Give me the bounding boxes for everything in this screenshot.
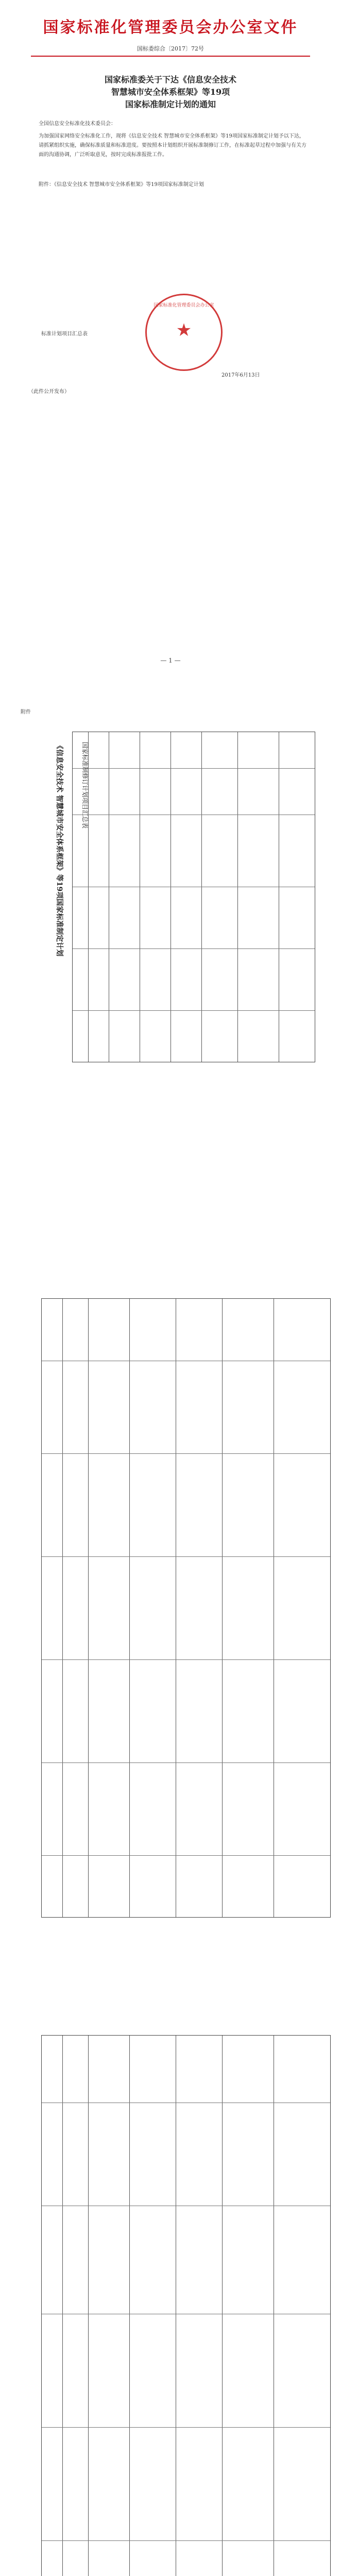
seal-ring-text: 国家标准化管理委员会办公室	[154, 303, 214, 308]
addressee: 全国信息安全标准化技术委员会：	[39, 121, 116, 127]
body-paragraph-1: 为加强国家网络安全标准化工作，现将《信息安全技术 智慧城市安全体系框架》等19项国家标准制定计划予以下达，请抓紧组织实施，确保标准质量和标准进度。要按照本计划组织开展标准制修订工作，在标准起草过程中加强与有关方面的沟通协调，广泛听取意见，按时完成标准报批工作。	[39, 133, 306, 158]
seal-star-icon: ★	[176, 320, 192, 341]
publication-note: （此件公开发布）	[28, 389, 70, 395]
official-seal	[145, 294, 223, 371]
notice-title-line-1: 国家标准委关于下达《信息安全技术	[104, 75, 236, 84]
document-number: 国标委综合〔2017〕72号	[137, 45, 204, 52]
notice-title-line-2: 智慧城市安全体系框架》等19项	[111, 87, 230, 97]
plan-table-page-1	[72, 732, 315, 1062]
red-divider	[31, 56, 310, 57]
notice-title-line-3: 国家标准制定计划的通知	[125, 99, 216, 109]
attachment-list-label: 标准计划项目汇总表	[41, 331, 88, 337]
attachment-subtitle-vertical: 国家标准制修订计划项目汇总表	[81, 742, 89, 829]
issue-date: 2017年6月13日	[221, 372, 260, 378]
attachment-label: 附件	[21, 709, 31, 715]
page-number: — 1 —	[160, 657, 181, 664]
plan-table-page-2	[41, 1298, 331, 1918]
attachment-title-vertical: 《信息安全技术 智慧城市安全体系框架》等19项国家标准制定计划	[55, 742, 63, 957]
plan-table-page-3	[41, 2035, 331, 2576]
body-paragraph-2: 附件：《信息安全技术 智慧城市安全体系框架》等19项国家标准制定计划	[39, 182, 204, 188]
issuing-org-title: 国家标准化管理委员会办公室文件	[43, 19, 298, 37]
